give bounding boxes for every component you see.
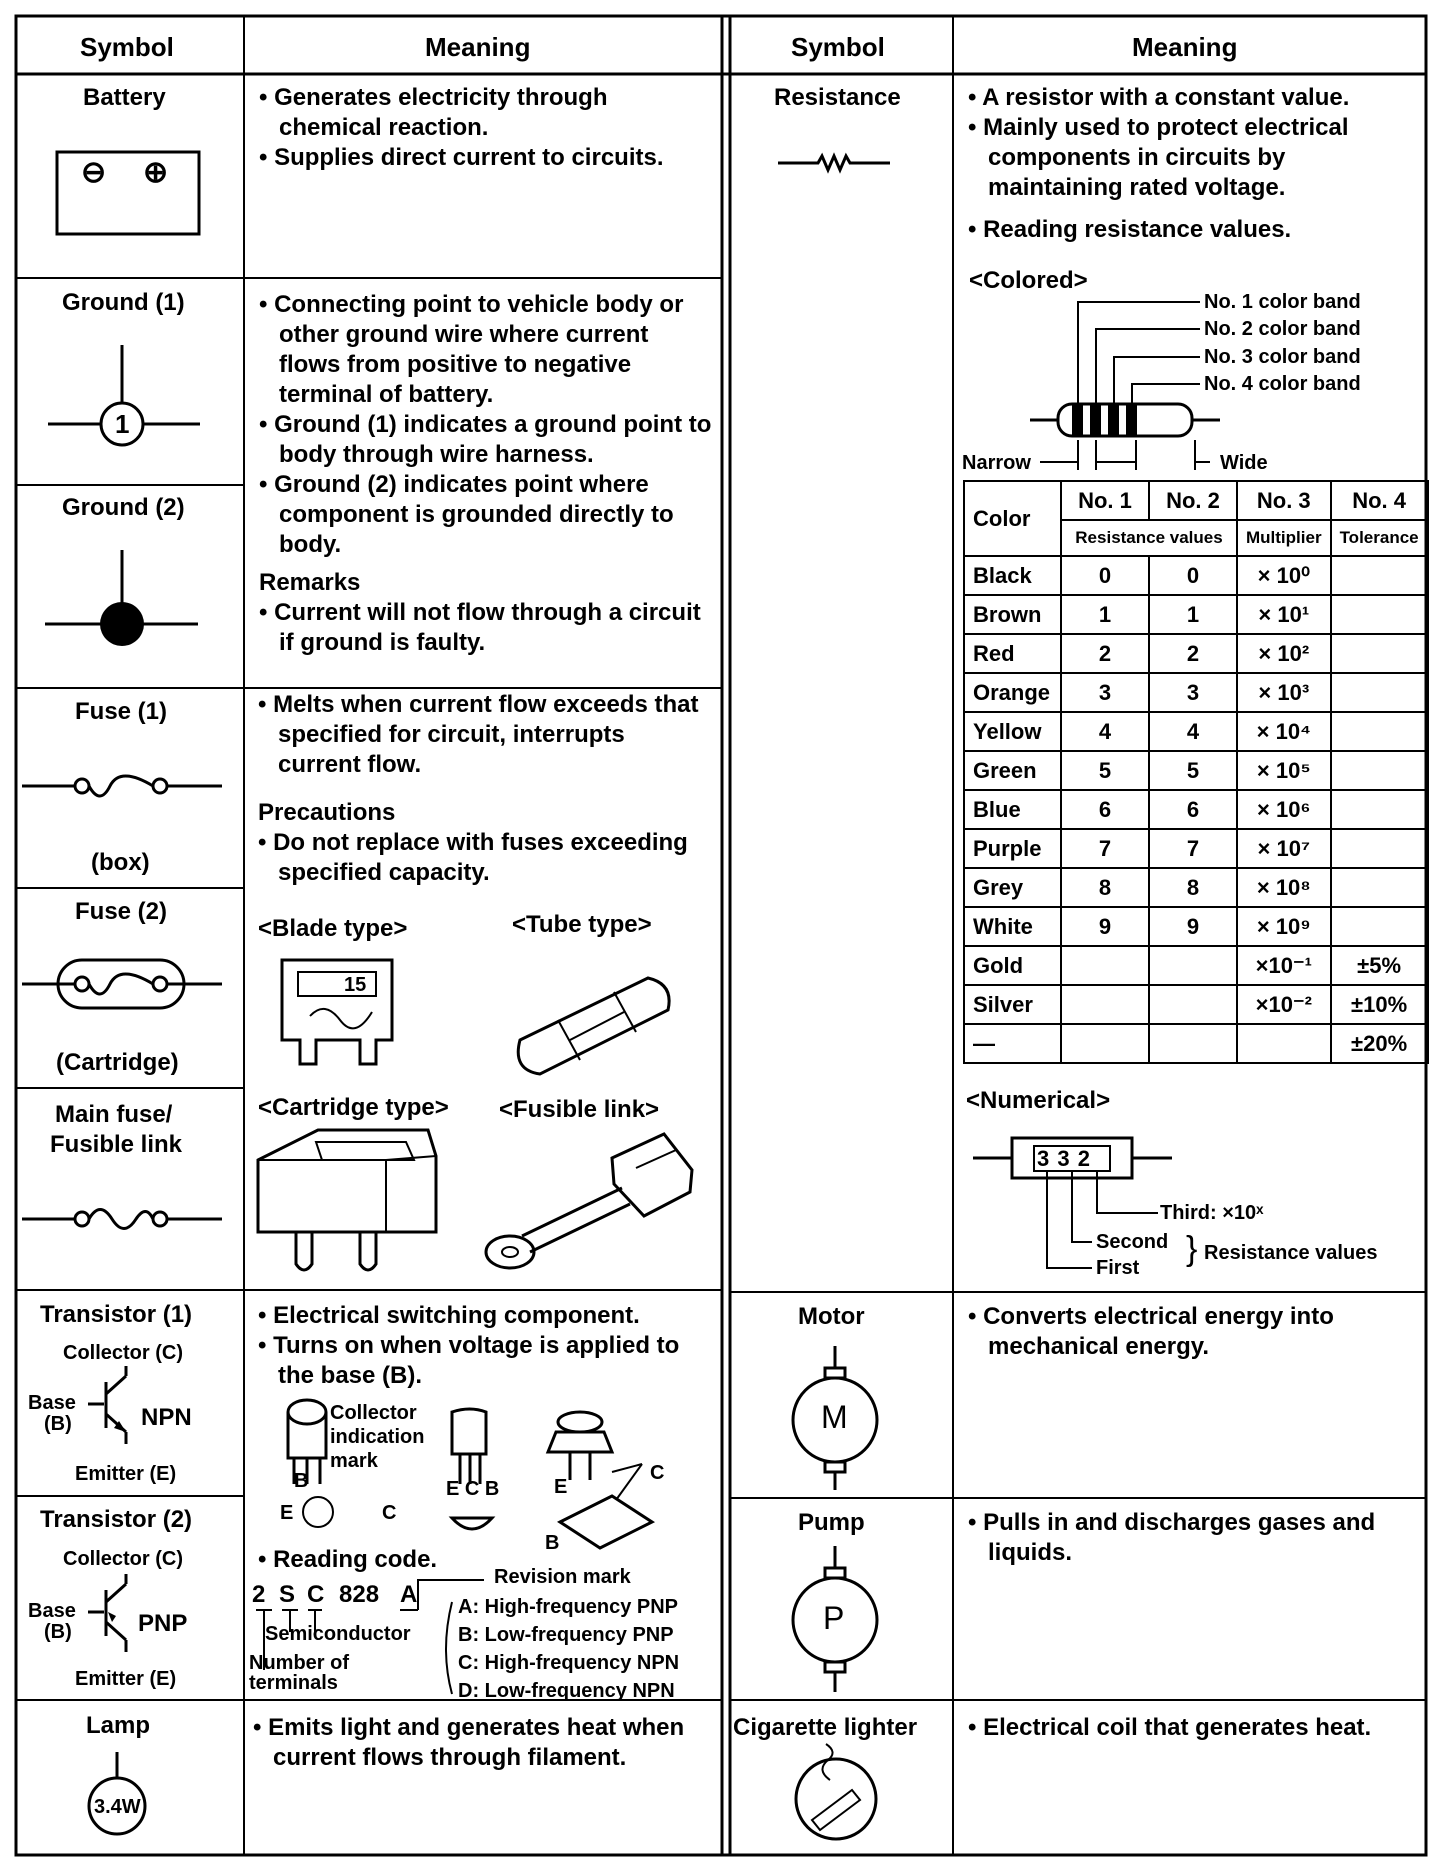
fuse-2-icon [22, 960, 222, 1008]
blade-fuse-number: 15 [344, 974, 367, 996]
transistor-2-base-b: (B) [44, 1621, 72, 1643]
no1-cell: 0 [1061, 556, 1149, 595]
code-digit-2: 2 [252, 1581, 266, 1608]
table-row [964, 1024, 1428, 1063]
lamp-label: Lamp [86, 1712, 151, 1739]
color-cell: Silver [964, 985, 1061, 1024]
pkg1-b-label: B [294, 1470, 309, 1492]
battery-bullet-2: • Supplies direct current to circuits. [259, 144, 664, 171]
transistor-bullet-1: • Electrical switching component. [258, 1302, 640, 1329]
number-of-terminals-1: Number of [249, 1652, 349, 1674]
no2-cell: 9 [1149, 907, 1237, 946]
table-row [964, 595, 1428, 634]
pump-mark: P [823, 1600, 845, 1636]
tube-fuse-illustration [518, 978, 669, 1074]
ground-bullet-4: • Current will not flow through a circuit if ground is faulty. [259, 599, 701, 656]
no1-cell: 1 [1061, 595, 1149, 634]
reading-code-label: • Reading code. [258, 1546, 438, 1573]
transistor-2-collector: Collector (C) [63, 1548, 183, 1570]
tube-type-label: <Tube type> [512, 911, 652, 938]
numerical-label: <Numerical> [966, 1087, 1111, 1114]
fuse-2-sub: (Cartridge) [56, 1049, 179, 1076]
lamp-rating: 3.4W [94, 1796, 141, 1818]
ground-meaning [259, 290, 714, 658]
resistance-bullet-2: • Mainly used to protect electrical components in circuits by maintaining rated voltage. [968, 114, 1349, 201]
cigarette-lighter-label: Cigarette lighter [733, 1714, 918, 1741]
code-letter-c: C [307, 1581, 325, 1608]
header-no4: No. 4 [1331, 481, 1428, 520]
ground-remarks-heading: Remarks [259, 569, 361, 596]
no4-cell [1331, 790, 1428, 829]
transistor-bullet-2: • Turns on when voltage is applied to the base (B). [258, 1332, 680, 1389]
header-no1: No. 1 [1061, 481, 1149, 520]
no1-cell: 7 [1061, 829, 1149, 868]
no2-cell [1149, 946, 1237, 985]
table-row [964, 712, 1428, 751]
resistance-values-label: Resistance values [1204, 1242, 1378, 1264]
ground-bullet-2: • Ground (1) indicates a ground point to body through wire harness. [259, 411, 712, 468]
revision-a: A: High-frequency PNP [458, 1596, 679, 1618]
no3-cell [1237, 1024, 1331, 1063]
no1-cell: 3 [1061, 673, 1149, 712]
no4-cell [1331, 907, 1428, 946]
revision-mark-label: Revision mark [494, 1566, 631, 1588]
fuse-bullet-2: • Do not replace with fuses exceeding specified capacity. [258, 829, 688, 886]
blade-type-label: <Blade type> [258, 915, 408, 942]
transistor-2-base: Base [28, 1600, 76, 1622]
fuse-2-label: Fuse (2) [75, 898, 168, 925]
resistor-icon [778, 156, 890, 170]
transistor-1-collector: Collector (C) [63, 1342, 183, 1364]
no1-cell [1061, 946, 1149, 985]
header-symbol-left: Symbol [80, 32, 174, 62]
table-row [964, 673, 1428, 712]
pkg3-b-label: B [545, 1532, 560, 1554]
no4-cell [1331, 751, 1428, 790]
collector-indication-3: mark [330, 1450, 378, 1472]
color-cell: Yellow [964, 712, 1061, 751]
main-fuse-label-2: Fusible link [50, 1131, 183, 1158]
color-cell: — [964, 1024, 1061, 1063]
brace: } [1186, 1230, 1198, 1268]
transistor-pnp-icon [88, 1574, 126, 1652]
no1-cell [1061, 1024, 1149, 1063]
band-2-label: No. 2 color band [1204, 318, 1361, 340]
no4-cell [1331, 556, 1428, 595]
ground-2-icon [45, 550, 198, 646]
revision-d: D: Low-frequency NPN [458, 1680, 675, 1702]
no1-cell: 4 [1061, 712, 1149, 751]
no2-cell [1149, 985, 1237, 1024]
table-row [964, 868, 1428, 907]
color-cell: Grey [964, 868, 1061, 907]
no4-cell [1331, 829, 1428, 868]
no1-cell: 2 [1061, 634, 1149, 673]
pump-bullet-1: • Pulls in and discharges gases and liquids. [968, 1509, 1376, 1566]
no3-cell: × 10⁵ [1237, 751, 1331, 790]
code-number: 828 [339, 1581, 380, 1608]
header-meaning-right: Meaning [1132, 32, 1238, 62]
numerical-code: 3 3 2 [1037, 1146, 1091, 1171]
colored-resistor-diagram [1030, 302, 1220, 470]
header-no2: No. 2 [1149, 481, 1237, 520]
no1-cell: 8 [1061, 868, 1149, 907]
no4-cell [1331, 712, 1428, 751]
ground-1-label: Ground (1) [62, 289, 185, 316]
resistance-label: Resistance [774, 84, 901, 111]
band-4-label: No. 4 color band [1204, 373, 1361, 395]
no4-cell [1331, 673, 1428, 712]
header-meaning-left: Meaning [425, 32, 531, 62]
resistance-bullet-3: • Reading resistance values. [968, 216, 1292, 243]
battery-plus-icon: ⊕ [143, 156, 169, 189]
no1-cell: 9 [1061, 907, 1149, 946]
transistor-npn-icon [88, 1366, 126, 1444]
color-cell: Orange [964, 673, 1061, 712]
transistor-1-label: Transistor (1) [40, 1301, 193, 1328]
transistor-1-emitter: Emitter (E) [75, 1463, 177, 1485]
fuse-precautions-heading: Precautions [258, 799, 396, 826]
lamp-icon [89, 1752, 145, 1834]
collector-indication-1: Collector [330, 1402, 417, 1424]
no4-cell: ±20% [1331, 1024, 1428, 1063]
ground-bullet-3: • Ground (2) indicates point where component is grounded directly to body. [259, 471, 674, 558]
code-revision: A [400, 1581, 418, 1608]
no2-cell: 7 [1149, 829, 1237, 868]
header-color: Color [964, 481, 1061, 556]
fusible-link-illustration [486, 1134, 692, 1268]
no3-cell: × 10³ [1237, 673, 1331, 712]
transistor-2-label: Transistor (2) [40, 1506, 193, 1533]
color-cell: Gold [964, 946, 1061, 985]
subheader-resistance: Resistance values [1061, 520, 1237, 556]
pkg3-e-label: E [554, 1476, 568, 1498]
blade-fuse-illustration [282, 960, 392, 1064]
table-row [964, 907, 1428, 946]
ground-bullet-1: • Connecting point to vehicle body or other ground wire where current flows from positive to negative terminal of battery. [259, 291, 684, 408]
no2-cell: 0 [1149, 556, 1237, 595]
wide-label: Wide [1220, 452, 1268, 474]
no3-cell: × 10⁸ [1237, 868, 1331, 907]
no3-cell: × 10⁹ [1237, 907, 1331, 946]
second-label: Second [1096, 1231, 1169, 1253]
transistor-meaning [258, 1301, 713, 1391]
third-label: Third: ×10ˣ [1160, 1202, 1264, 1224]
table-header-row [964, 481, 1428, 520]
no2-cell: 4 [1149, 712, 1237, 751]
battery-icon [57, 152, 199, 234]
table-row [964, 946, 1428, 985]
color-cell: Green [964, 751, 1061, 790]
resistance-meaning [968, 83, 1418, 245]
no1-cell: 6 [1061, 790, 1149, 829]
cartridge-type-label: <Cartridge type> [258, 1094, 449, 1121]
semiconductor-label: Semiconductor [265, 1623, 411, 1645]
main-fuse-label-1: Main fuse/ [55, 1101, 173, 1128]
table-row [964, 790, 1428, 829]
ground-1-mark: 1 [115, 409, 130, 439]
no4-cell [1331, 595, 1428, 634]
lamp-meaning [253, 1713, 708, 1773]
motor-mark: M [821, 1399, 848, 1435]
no4-cell: ±10% [1331, 985, 1428, 1024]
motor-bullet-1: • Converts electrical energy into mechanical energy. [968, 1303, 1334, 1360]
color-code-table [963, 480, 1429, 1064]
ground-2-label: Ground (2) [62, 494, 185, 521]
pump-label: Pump [798, 1509, 865, 1536]
lighter-bullet-1: • Electrical coil that generates heat. [968, 1714, 1372, 1741]
collector-indication-2: indication [330, 1426, 425, 1448]
no2-cell [1149, 1024, 1237, 1063]
no4-cell: ±5% [1331, 946, 1428, 985]
no2-cell: 1 [1149, 595, 1237, 634]
no1-cell [1061, 985, 1149, 1024]
no3-cell: × 10⁰ [1237, 556, 1331, 595]
band-3-label: No. 3 color band [1204, 346, 1361, 368]
color-cell: Blue [964, 790, 1061, 829]
no3-cell: ×10⁻¹ [1237, 946, 1331, 985]
fuse-meaning [258, 690, 713, 888]
header-symbol-right: Symbol [791, 32, 885, 62]
no4-cell [1331, 868, 1428, 907]
pkg3-c-label: C [650, 1462, 665, 1484]
fuse-bullet-1: • Melts when current flow exceeds that specified for circuit, interrupts current flow. [258, 691, 699, 778]
revision-b: B: Low-frequency PNP [458, 1624, 674, 1646]
cartridge-fuse-illustration [258, 1130, 436, 1270]
pkg1-e-label: E [280, 1502, 294, 1524]
transistor-2-emitter: Emitter (E) [75, 1668, 177, 1690]
transistor-1-base: Base [28, 1392, 76, 1414]
lamp-bullet-1: • Emits light and generates heat when current flows through filament. [253, 1714, 685, 1771]
motor-label: Motor [798, 1303, 865, 1330]
pump-meaning [968, 1508, 1418, 1568]
transistor-1-base-b: (B) [44, 1413, 72, 1435]
table-row [964, 985, 1428, 1024]
narrow-label: Narrow [962, 452, 1031, 474]
code-letter-s: S [279, 1581, 296, 1608]
pkg2-ecb-label: E C B [446, 1478, 500, 1500]
fuse-1-label: Fuse (1) [75, 698, 168, 725]
color-cell: Black [964, 556, 1061, 595]
table-row [964, 751, 1428, 790]
no3-cell: × 10⁴ [1237, 712, 1331, 751]
battery-minus-icon: ⊖ [81, 156, 107, 189]
fuse-1-icon [22, 776, 222, 796]
color-cell: White [964, 907, 1061, 946]
colored-label: <Colored> [969, 267, 1088, 294]
no3-cell: × 10² [1237, 634, 1331, 673]
color-cell: Purple [964, 829, 1061, 868]
no3-cell: × 10¹ [1237, 595, 1331, 634]
cigarette-lighter-meaning [968, 1713, 1423, 1743]
fuse-1-sub: (box) [91, 849, 150, 876]
no2-cell: 3 [1149, 673, 1237, 712]
color-cell: Red [964, 634, 1061, 673]
no2-cell: 2 [1149, 634, 1237, 673]
no2-cell: 8 [1149, 868, 1237, 907]
band-1-label: No. 1 color band [1204, 291, 1361, 313]
battery-label: Battery [83, 84, 166, 111]
battery-bullet-1: • Generates electricity through chemical reaction. [259, 84, 608, 141]
transistor-2-type: PNP [138, 1610, 188, 1637]
no4-cell [1331, 634, 1428, 673]
first-label: First [1096, 1257, 1140, 1279]
battery-meaning [259, 83, 709, 173]
no3-cell: × 10⁷ [1237, 829, 1331, 868]
color-cell: Brown [964, 595, 1061, 634]
table-row [964, 556, 1428, 595]
transistor-1-type: NPN [141, 1404, 192, 1431]
revision-c: C: High-frequency NPN [458, 1652, 680, 1674]
fusible-link-icon [22, 1210, 222, 1229]
subheader-multiplier: Multiplier [1237, 520, 1331, 556]
table-row [964, 829, 1428, 868]
motor-meaning [968, 1302, 1418, 1362]
resistance-bullet-1: • A resistor with a constant value. [968, 84, 1350, 111]
fusible-link-type-label: <Fusible link> [499, 1096, 660, 1123]
table-row [964, 634, 1428, 673]
no2-cell: 5 [1149, 751, 1237, 790]
no1-cell: 5 [1061, 751, 1149, 790]
pkg1-c-label: C [382, 1502, 397, 1524]
cigarette-lighter-icon [796, 1744, 876, 1839]
no3-cell: × 10⁶ [1237, 790, 1331, 829]
header-no3: No. 3 [1237, 481, 1331, 520]
number-of-terminals-2: terminals [249, 1672, 338, 1694]
subheader-tolerance: Tolerance [1331, 520, 1428, 556]
no2-cell: 6 [1149, 790, 1237, 829]
no3-cell: ×10⁻² [1237, 985, 1331, 1024]
